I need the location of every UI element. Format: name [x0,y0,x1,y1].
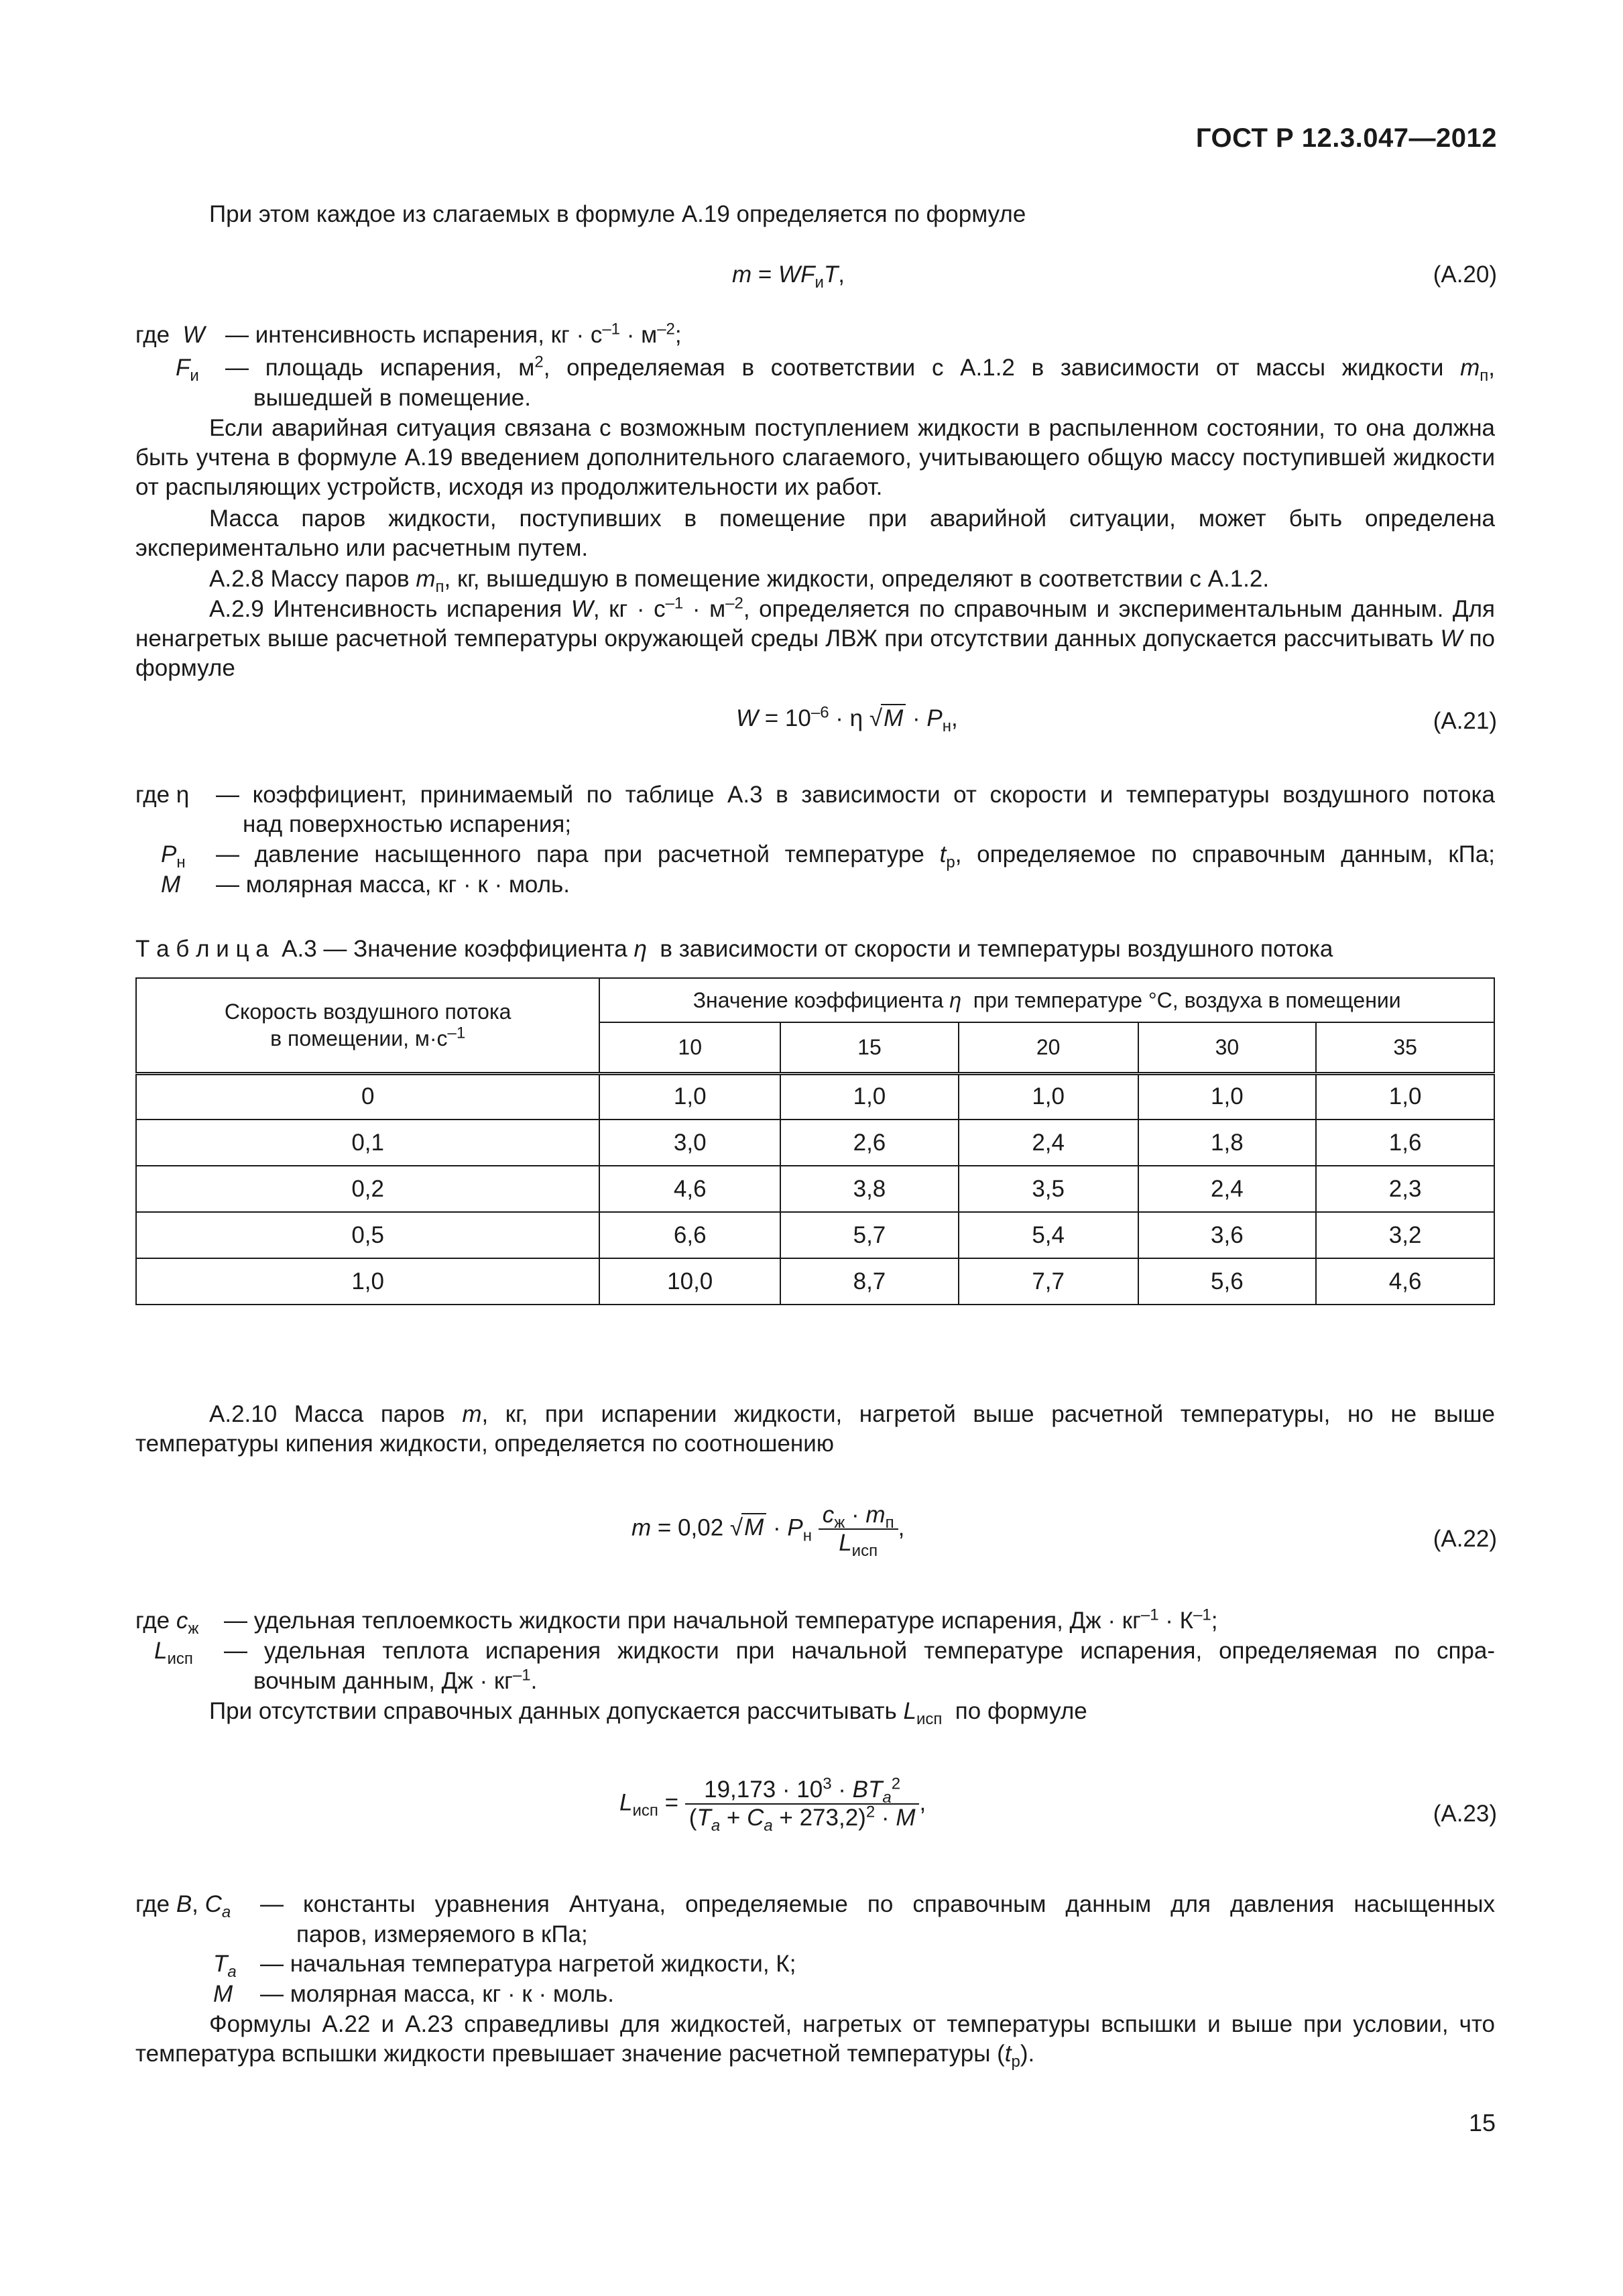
where-b-symbol: где B, $C_a$ [135,1891,231,1921]
speed-cell: 0,2 [136,1166,599,1212]
where-t-definition: — начальная температура нагретой жидкости, К; [260,1951,796,1977]
table-row [136,1212,1494,1258]
value-cell: 1,8 [1138,1120,1317,1166]
value-cell: 2,6 [780,1120,959,1166]
value-cell: 5,6 [1138,1258,1317,1305]
where-m-definition: — молярная масса, кг · к · моль. [216,871,570,898]
value-cell: 6,6 [599,1212,780,1258]
value-cell: 1,6 [1316,1120,1494,1166]
value-cell: 3,8 [780,1166,959,1212]
where-f-definition-cont: вышедшей в помещение. [253,385,531,411]
value-cell: 1,0 [1316,1073,1494,1120]
eq-number-a21: (А.21) [1433,708,1497,734]
where-c-definition: — удельная теплоемкость жидкости при начальной температуре испарения, Дж · $кг^{-1} \cdot К^{-1}$; [224,1606,1218,1634]
paragraph-absence: При отсутствии справочных данных допускается рассчитывать $L_{исп}$ по формуле [209,1698,1087,1728]
value-cell: 5,4 [959,1212,1138,1258]
temp-header: 15 [780,1022,959,1073]
value-cell: 1,0 [780,1073,959,1120]
table-row [136,1166,1494,1212]
where-m2-definition: — молярная масса, кг · к · моль. [260,1981,614,2007]
eq-number-a22: (А.22) [1433,1526,1497,1552]
value-cell: 2,4 [1138,1166,1317,1212]
where-m2-symbol: M [213,1981,233,2007]
formula-a22: m = 0,02 $√M \cdot P_н$ $\frac{c_ж \cdot m_п}{L_{исп}}$ , [632,1502,905,1560]
where-l-symbol: $L_{исп}$ [154,1638,193,1668]
paragraph-a28: А.2.8 Массу паров $m_п$, кг, вышедшую в помещение жидкости, определяют в соответствии с А.1.2. [209,566,1270,596]
paragraph-a29: А.2.9 Интенсивность испарения W, кг · $с^{-1} \cdot м^{-2}$, определяется по справочным и экспериментальным данным. Для ненагретых выше расчетной температуры окружающей среды ЛВЖ при отсутствии данных допускается рассчитывать W по формуле [135,594,1495,681]
table-caption: Т а б л и ц а А.3 — Значение коэффициента η в зависимости от скорости и температуры воздушного потока [135,936,1333,962]
where-p-definition: — давление насыщенного пара при расчетной температуре $t_р$, определяемое по справочным данным, кПа; [216,841,1495,871]
formula-a20: $m = WF_иT$, [732,261,845,292]
where-t-symbol: $T_a$ [213,1951,237,1981]
where-w-definition: — интенсивность испарения, кг · $с^{-1} \cdot м^{-2}$; [225,320,682,348]
table-row [136,1258,1494,1305]
where-eta-symbol: где η [135,782,190,808]
where-l-definition: — удельная теплота испарения жидкости при начальной температуре испарения, определяемая по спра- [224,1638,1495,1664]
value-cell: 7,7 [959,1258,1138,1305]
value-cell: 2,4 [959,1120,1138,1166]
where-c-symbol: где $c_ж$ [135,1608,199,1638]
where-f-definition: — площадь испарения, $м^2$, определяемая в соответствии с А.1.2 в зависимости от массы жидкости $m_п$, [225,353,1496,385]
value-cell: 10,0 [599,1258,780,1305]
where-l-definition-cont: вочным данным, Дж · $кг^{-1}$. [253,1666,538,1694]
value-cell: 2,3 [1316,1166,1494,1212]
paragraph-final: Формулы А.22 и А.23 справедливы для жидкостей, нагретых от температуры вспышки и выше при условии, что температура вспышки жидкости превышает значение расчетной температуры $(t_р)$. [135,2011,1495,2071]
value-cell: 8,7 [780,1258,959,1305]
where-b-definition: — константы уравнения Антуана, определяемые по справочным данным для давления насыщенных [260,1891,1495,1917]
paragraph-vapor-mass: Масса паров жидкости, поступивших в помещение при аварийной ситуации, может быть определена экспериментально или расчетным путем. [135,505,1495,561]
where-b-definition-cont: паров, измеряемого в кПа; [296,1921,588,1947]
group-header-cell: Значение коэффициента η при температуре °С, воздуха в помещении [599,978,1494,1022]
row-header-line2: в помещении, $м\cdot с^{-1}$ [270,1024,466,1051]
value-cell: 1,0 [1138,1073,1317,1120]
value-cell: 3,0 [599,1120,780,1166]
table-row [136,1073,1494,1120]
temp-header: 20 [959,1022,1138,1073]
value-cell: 5,7 [780,1212,959,1258]
eq-number-a23: (А.23) [1433,1801,1497,1827]
fraction-a23: $\frac{19,173 \cdot 10^3 \cdot BT_a^2}{(T_a + C_a + 273,2)^2 \cdot M}$ [685,1776,920,1831]
coefficient-table [135,977,1495,1305]
formula-a21: $W = 10^{-6} \cdot \eta$ $√M \cdot P_н$, [736,703,958,735]
speed-cell: 0,5 [136,1212,599,1258]
where-f-symbol: $F_и$ [176,355,199,385]
value-cell: 1,0 [599,1073,780,1120]
speed-cell: 0,1 [136,1120,599,1166]
value-cell: 4,6 [599,1166,780,1212]
paragraph-spray: Если аварийная ситуация связана с возможным поступлением жидкости в распыленном состоянии, то она должна быть учтена в формуле А.19 введением дополнительного слагаемого, учитывающего общую массу поступившей жидкости от распыляющих устройств, исходя из продолжительности их работ. [135,415,1495,500]
paragraph-a210: А.2.10 Масса паров m, кг, при испарении жидкости, нагретой выше расчетной температуры, но не выше температуры кипения жидкости, определяется по соотношению [135,1401,1495,1457]
value-cell: 3,5 [959,1166,1138,1212]
value-cell: 1,0 [959,1073,1138,1120]
where-w-symbol: где W [135,322,205,348]
page-number: 15 [1468,2109,1496,2136]
temp-header: 35 [1316,1022,1494,1073]
speed-cell: 0 [136,1073,599,1120]
temp-header: 30 [1138,1022,1317,1073]
fraction-a22: $\frac{c_ж \cdot m_п}{L_{исп}}$ [819,1502,898,1557]
row-header-cell [136,978,599,1073]
table-row [136,1120,1494,1166]
formula-a23: $L_{исп}$ = $\frac{19,173 \cdot 10^3 \cdot BT_a^2}{(T_a + C_a + 273,2)^2 \cdot M}$ , [619,1774,926,1835]
standard-header: ГОСТ Р 12.3.047—2012 [1195,123,1497,153]
where-p-symbol: $P_н$ [161,841,186,871]
intro-text: При этом каждое из слагаемых в формуле А.19 определяется по формуле [209,201,1026,227]
where-m-symbol: M [161,871,181,898]
where-eta-definition: — коэффициент, принимаемый по таблице А.3 в зависимости от скорости и температуры воздушного потока [216,782,1495,808]
value-cell: 3,2 [1316,1212,1494,1258]
speed-cell: 1,0 [136,1258,599,1305]
eq-number-a20: (А.20) [1433,261,1497,288]
where-eta-definition-cont: над поверхностью испарения; [243,811,572,837]
row-header-line1: Скорость воздушного потока [224,1000,512,1024]
temp-header: 10 [599,1022,780,1073]
value-cell: 4,6 [1316,1258,1494,1305]
value-cell: 3,6 [1138,1212,1317,1258]
